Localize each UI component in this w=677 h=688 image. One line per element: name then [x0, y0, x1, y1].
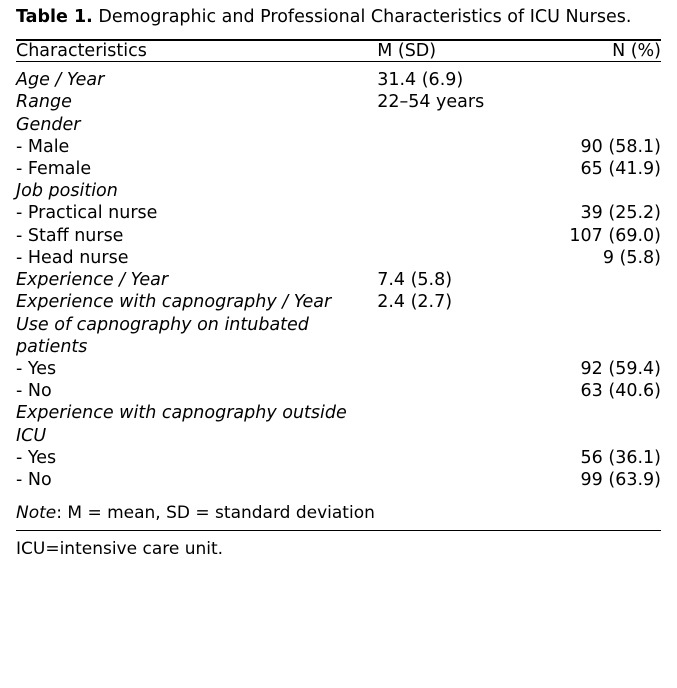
row-n-percent: 99 (63.9) — [580, 470, 661, 491]
row-label: - No — [16, 381, 52, 402]
table-container — [16, 0, 661, 560]
table-row — [16, 447, 661, 469]
table-row — [16, 358, 661, 380]
row-n-percent: 90 (58.1) — [580, 136, 661, 157]
row-label: Use of capnography on intubated patients — [16, 314, 309, 357]
row-n-percent: 39 (25.2) — [580, 203, 661, 224]
table-note — [16, 495, 661, 530]
row-n-percent — [519, 91, 661, 113]
table-row — [16, 202, 661, 224]
table-row — [16, 62, 661, 69]
table-row — [16, 269, 661, 291]
table-footnote: ICU=intensive care unit. — [16, 539, 224, 560]
table-caption-label: Table 1. — [16, 7, 93, 27]
column-header-n-percent: N (%) — [612, 41, 661, 62]
row-label: Age / Year — [16, 70, 105, 91]
row-m-sd — [377, 158, 519, 180]
table-row — [16, 247, 661, 269]
row-m-sd: 22–54 years — [377, 92, 485, 113]
row-spacer — [16, 62, 661, 69]
row-label: - Female — [16, 158, 92, 179]
row-label: - Yes — [16, 447, 57, 468]
row-label: Gender — [16, 114, 81, 135]
row-m-sd: 7.4 (5.8) — [377, 270, 453, 291]
row-n-percent — [519, 180, 661, 202]
table-row — [16, 114, 661, 136]
row-label: Range — [16, 92, 72, 113]
row-label: Experience with capnography outside ICU — [16, 403, 347, 446]
row-n-percent — [519, 269, 661, 291]
demographics-table-body — [16, 62, 661, 495]
row-m-sd — [377, 314, 519, 358]
table-row — [16, 469, 661, 491]
row-m-sd — [377, 136, 519, 158]
table-note-label: Note — [16, 503, 57, 524]
row-m-sd — [377, 380, 519, 402]
row-n-percent — [519, 69, 661, 91]
row-m-sd: 31.4 (6.9) — [377, 70, 464, 91]
row-n-percent — [519, 114, 661, 136]
row-m-sd — [377, 180, 519, 202]
row-m-sd — [377, 402, 519, 446]
table-header-row — [16, 41, 661, 61]
row-label: Job position — [16, 181, 118, 202]
table-row — [16, 180, 661, 202]
table-caption-text: Demographic and Professional Characteristics of ICU Nurses. — [98, 7, 632, 27]
row-label: - Practical nurse — [16, 203, 158, 224]
row-n-percent — [519, 402, 661, 446]
table-row — [16, 136, 661, 158]
row-m-sd: 2.4 (2.7) — [377, 292, 453, 313]
row-m-sd — [377, 447, 519, 469]
demographics-table — [16, 41, 661, 61]
row-n-percent: 9 (5.8) — [602, 247, 661, 268]
row-m-sd — [377, 202, 519, 224]
table-row — [16, 91, 661, 113]
table-row — [16, 225, 661, 247]
row-n-percent — [519, 314, 661, 358]
column-header-characteristics: Characteristics — [16, 41, 147, 62]
table-body — [16, 62, 661, 495]
row-n-percent: 92 (59.4) — [580, 358, 661, 379]
row-n-percent: 65 (41.9) — [580, 158, 661, 179]
table-row — [16, 291, 661, 313]
row-label: - Yes — [16, 358, 57, 379]
table-row — [16, 69, 661, 91]
table-row — [16, 158, 661, 180]
column-header-m-sd: M (SD) — [377, 41, 437, 62]
row-label: - Staff nurse — [16, 225, 124, 246]
table-row — [16, 402, 661, 446]
row-label: Experience with capnography / Year — [16, 292, 332, 313]
row-label: - Male — [16, 136, 70, 157]
table-caption — [16, 6, 661, 29]
table-row — [16, 314, 661, 358]
row-label: - No — [16, 470, 52, 491]
row-n-percent: 107 (69.0) — [569, 225, 661, 246]
row-n-percent: 63 (40.6) — [580, 381, 661, 402]
row-m-sd — [377, 247, 519, 269]
table-head — [16, 41, 661, 61]
row-m-sd — [377, 225, 519, 247]
row-m-sd — [377, 358, 519, 380]
row-m-sd — [377, 469, 519, 491]
row-label: Experience / Year — [16, 270, 169, 291]
row-label: - Head nurse — [16, 247, 129, 268]
row-n-percent: 56 (36.1) — [580, 447, 661, 468]
table-note-text: : M = mean, SD = standard deviation — [56, 503, 375, 524]
row-m-sd — [377, 114, 519, 136]
row-n-percent — [519, 291, 661, 313]
table-row — [16, 380, 661, 402]
